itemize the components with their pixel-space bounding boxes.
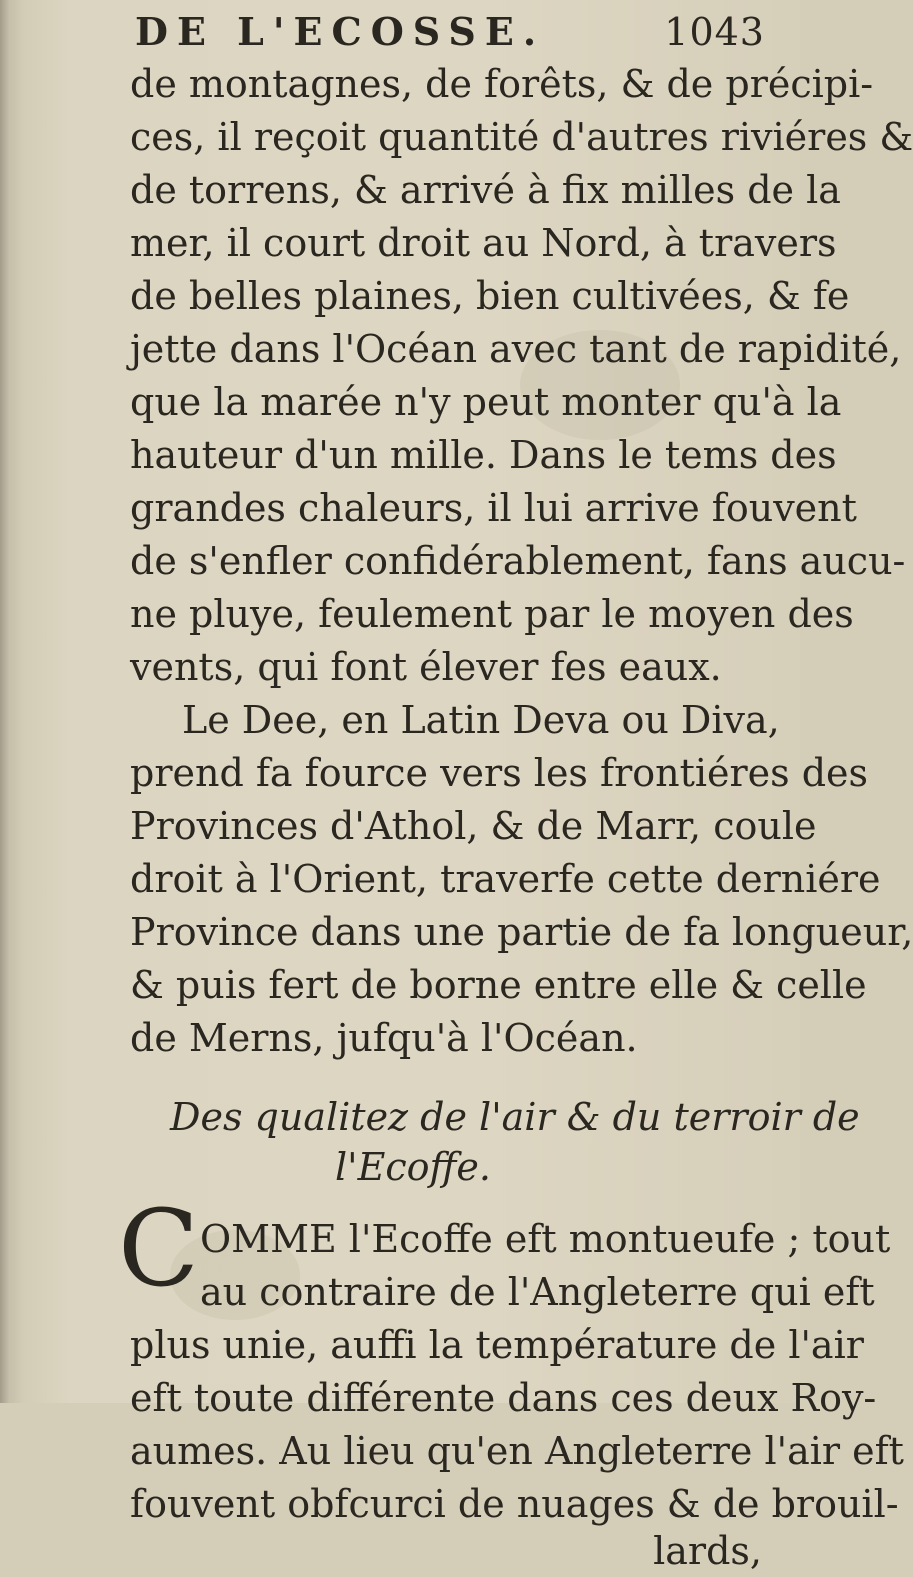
text-line: prend fa fource vers les frontiéres des xyxy=(130,751,869,795)
text-line: hauteur d'un mille. Dans le tems des xyxy=(130,433,837,477)
text-line: ces, il reçoit quantité d'autres riviéres & xyxy=(130,115,913,159)
drop-cap: C xyxy=(118,1187,200,1310)
text-line: mer, il court droit au Nord, à travers xyxy=(130,221,837,265)
text-line: de s'enfler confidérablement, fans aucu- xyxy=(130,539,906,583)
text-line: de montagnes, de forêts, & de précipi- xyxy=(130,62,874,106)
section-title-line-2: l'Ecoffe. xyxy=(335,1145,491,1189)
text-line: grandes chaleurs, il lui arrive fouvent xyxy=(130,486,857,530)
text-line: droit à l'Orient, traverfe cette derniére xyxy=(130,857,881,901)
text-line: de Merns, jufqu'à l'Océan. xyxy=(130,1016,638,1060)
text-line: de torrens, & arrivé à fix milles de la xyxy=(130,168,841,212)
catchword: lards, xyxy=(653,1529,762,1573)
running-title: DE L'ECOSSE. xyxy=(135,9,546,54)
text-line: aumes. Au lieu qu'en Angleterre l'air eft xyxy=(130,1429,904,1473)
text-line: & puis fert de borne entre elle & celle xyxy=(130,963,867,1007)
text-line: Le Dee, en Latin Deva ou Diva, xyxy=(182,698,780,742)
page-header xyxy=(135,2,765,62)
text-line: fouvent obfcurci de nuages & de brouil- xyxy=(130,1482,899,1526)
text-line: OMME l'Ecoffe eft montueufe ; tout xyxy=(200,1217,891,1261)
text-line: eft toute différente dans ces deux Roy- xyxy=(130,1376,877,1420)
text-line: jette dans l'Océan avec tant de rapidité, xyxy=(130,327,902,371)
text-line: ne pluye, feulement par le moyen des xyxy=(130,592,854,636)
page-number: 1043 xyxy=(664,10,765,54)
text-line: que la marée n'y peut monter qu'à la xyxy=(130,380,842,424)
text-line: vents, qui font élever fes eaux. xyxy=(130,645,722,689)
text-line: de belles plaines, bien cultivées, & fe xyxy=(130,274,850,318)
section-title-line-1: Des qualitez de l'air & du terroir de xyxy=(170,1095,860,1139)
page-gutter-edge xyxy=(0,0,10,1403)
text-line: Provinces d'Athol, & de Marr, coule xyxy=(130,804,817,848)
text-line: Province dans une partie de fa longueur, xyxy=(130,910,913,954)
text-line: au contraire de l'Angleterre qui eft xyxy=(200,1270,875,1314)
text-line: plus unie, auffi la température de l'air xyxy=(130,1323,864,1367)
